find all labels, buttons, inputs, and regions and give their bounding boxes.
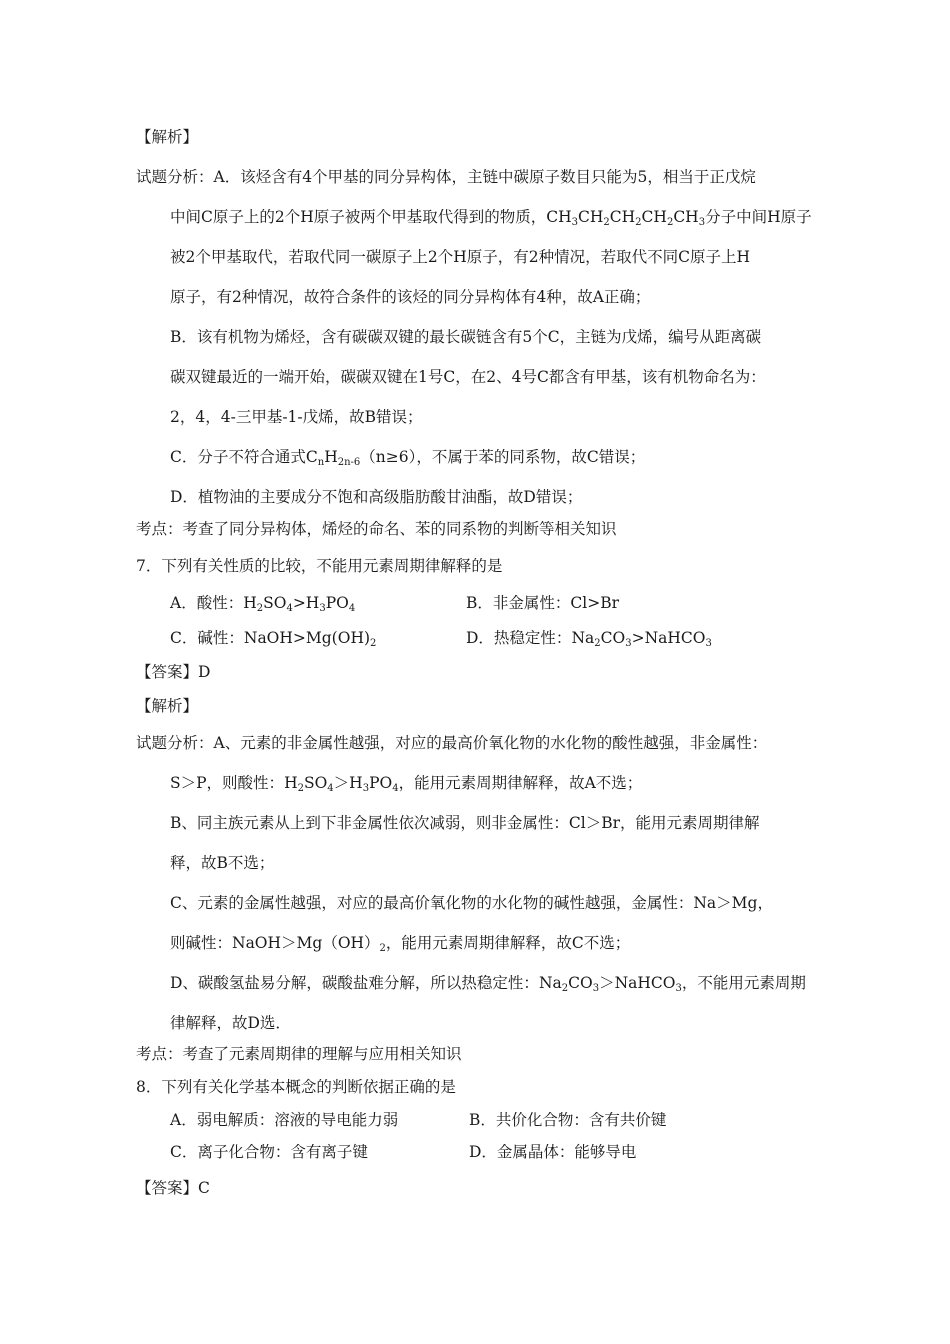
analysis-line: 律解释，故D选． [170,1014,291,1032]
question-stem: 8．下列有关化学基本概念的判断依据正确的是 [136,1078,456,1096]
question-stem: 7．下列有关性质的比较，不能用元素周期律解释的是 [136,557,503,575]
option-b: B．非金属性：Cl>Br [466,594,619,612]
option-b: B．共价化合物：含有共价键 [469,1111,667,1129]
option-c: C．离子化合物：含有离子键 [170,1143,368,1161]
analysis-line: 碳双键最近的一端开始，碳碳双键在1号C，在2、4号C都含有甲基，该有机物命名为： [170,368,766,386]
key-point: 考点：考查了同分异构体，烯烃的命名、苯的同系物的判断等相关知识 [136,520,617,538]
text-segment: 中间C原子上的2个H原子被两个甲基取代得到的物质， [170,208,547,226]
analysis-line [170,207,812,227]
analysis-line: B．该有机物为烯烃，含有碳碳双键的最长碳链含有5个C，主链为戊烯，编号从距离碳 [170,328,762,346]
chemical-formula: $CH_3CH_2CH_2CH_2CH_3$ [546,208,706,228]
analysis-line: D、碳酸氢盐易分解，碳酸盐难分解，所以热稳定性：$Na_2CO_3>NaHCO_3$，不能用元素周期 [170,974,806,994]
text-segment: 分子中间H原子 [705,208,812,226]
analysis-line: 试题分析：A、元素的非金属性越强，对应的最高价氧化物的水化物的酸性越强，非金属性： [136,734,768,752]
answer: 【答案】C [136,1179,210,1197]
analysis-heading: 【解析】 [136,697,199,715]
option-c: C．碱性：$NaOH>Mg(OH)_2$ [170,629,377,649]
analysis-line: 释，故B不选； [170,854,275,872]
analysis-line: 原子，有2种情况，故符合条件的该烃的同分异构体有4种，故A正确； [170,288,651,306]
key-point: 考点：考查了元素周期律的理解与应用相关知识 [136,1045,462,1063]
analysis-line: B、同主族元素从上到下非金属性依次减弱，则非金属性：Cl＞Br，能用元素周期律解 [170,814,760,832]
option-a: A．弱电解质：溶液的导电能力弱 [170,1111,399,1129]
analysis-line: 2，4，4-三甲基-1-戊烯，故B错误； [170,408,423,426]
answer: 【答案】D [136,663,211,681]
analysis-line: D．植物油的主要成分不饱和高级脂肪酸甘油酯，故D错误； [170,488,583,506]
option-a: A．酸性：$H_2SO_4>H_3PO_4$ [170,594,356,614]
analysis-line: 试题分析：A．该烃含有4个甲基的同分异构体，主链中碳原子数目只能为5，相当于正戊烷 [136,168,756,186]
option-d: D．热稳定性：$Na_2CO_3>NaHCO_3$ [466,629,712,649]
analysis-line: S＞P，则酸性：$H_2SO_4>H_3PO_4$，能用元素周期律解释，故A不选； [170,774,643,794]
analysis-line: 被2个甲基取代，若取代同一碳原子上2个H原子，有2种情况，若取代不同C原子上H [170,248,750,266]
analysis-heading: 【解析】 [136,128,199,146]
analysis-line: 则碱性：$NaOH>Mg(OH)_2$，能用元素周期律解释，故C不选； [170,934,631,954]
option-d: D．金属晶体：能够导电 [469,1143,637,1161]
analysis-line: C．分子不符合通式$C_nH_{2n-6}(n\ge 6)$，不属于苯的同系物，故C错误； [170,448,646,468]
analysis-line: C、元素的金属性越强，对应的最高价氧化物的水化物的碱性越强，金属性：Na＞Mg， [170,894,773,912]
